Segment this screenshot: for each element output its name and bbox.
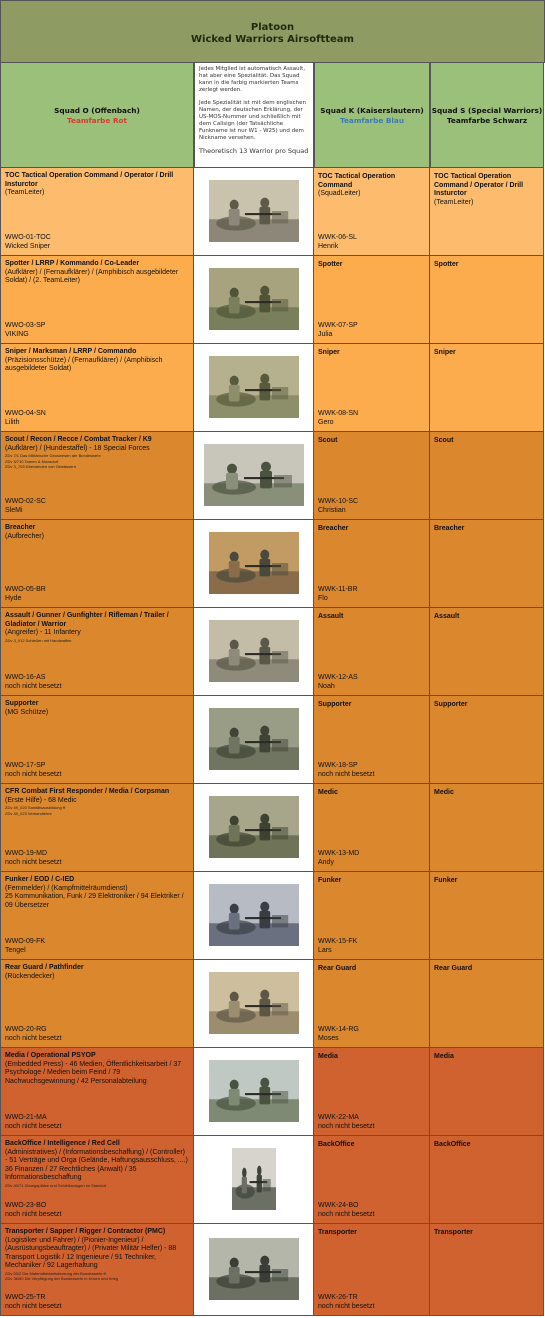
callsign-code: WWK-11-BR bbox=[318, 586, 358, 593]
role-cell-s bbox=[430, 696, 544, 784]
callsign bbox=[5, 410, 46, 427]
member-name: Lilith bbox=[5, 418, 20, 426]
photo-cell bbox=[194, 432, 314, 520]
role-title: TOC Tactical Operation Command bbox=[318, 173, 396, 189]
callsign-code: WWK-13-MD bbox=[318, 850, 360, 857]
callsign bbox=[318, 234, 357, 251]
role-title: Funker bbox=[434, 877, 458, 884]
role-title: Rear Guard / Pathfinder bbox=[5, 964, 84, 971]
role-title: Assault / Gunner / Gunfighter / Rifleman / Trailer / Gladiator / Warrior bbox=[5, 612, 169, 628]
member-name: noch nicht besetzt bbox=[318, 1210, 375, 1218]
role-cell-s bbox=[430, 960, 544, 1048]
callsign-code: WWO-21-MA bbox=[5, 1114, 47, 1121]
callsign bbox=[5, 674, 61, 691]
role-cell-o bbox=[0, 520, 194, 608]
callsign bbox=[5, 850, 61, 867]
member-name: noch nicht besetzt bbox=[318, 770, 375, 778]
role-cell-s bbox=[430, 872, 544, 960]
callsign bbox=[5, 498, 46, 515]
member-name: noch nicht besetzt bbox=[5, 1122, 62, 1130]
role-title: Supporter bbox=[5, 700, 39, 707]
role-cell-s bbox=[430, 520, 544, 608]
callsign-code: WWO-16-AS bbox=[5, 674, 46, 681]
role-description: (Fernmelder) / (Kampfmittelräumdienst) 25 Kommunikation, Funk / 29 Elektroniker / 94 Elektriker / 09 Übersetzer bbox=[5, 884, 184, 909]
role-title: Scout bbox=[434, 437, 454, 444]
member-name: Andy bbox=[318, 858, 334, 866]
squad-o-color: Teamfarbe Rot bbox=[66, 115, 127, 125]
member-name: SleMi bbox=[5, 506, 23, 514]
role-cell-s bbox=[430, 432, 544, 520]
member-name: Flo bbox=[318, 594, 328, 602]
role-cell-o bbox=[0, 1136, 194, 1224]
role-description: (Angreifer) - 11 Infantery bbox=[5, 629, 81, 636]
rifle-prone-icon bbox=[209, 620, 299, 682]
callsign bbox=[318, 1294, 374, 1311]
role-title: Spotter / LRRP / Kommando / Co-Leader bbox=[5, 260, 140, 267]
role-title: Supporter bbox=[318, 701, 352, 708]
kneeling-scope-icon bbox=[204, 444, 304, 506]
photo-cell bbox=[194, 784, 314, 872]
role-description: (Embedded Press) - 46 Medien, Öffentlichkeitsarbeit / 37 Psychologe / Medien beim Feind / 79 Nachwuchsgewinnung / 42 Personalabteilung bbox=[5, 1060, 182, 1085]
role-title: Media bbox=[434, 1053, 454, 1060]
photo-cell bbox=[194, 608, 314, 696]
callsign bbox=[318, 1114, 374, 1131]
role-title: Scout / Recon / Recce / Combat Tracker / K9 bbox=[5, 436, 152, 443]
regulation-note: ZDv 7/1 Das Militärische Geoswesen der Bundeswehr bbox=[5, 453, 101, 458]
callsign-code: WWK-24-BO bbox=[318, 1202, 359, 1209]
role-title: CFR Combat First Responder / Media / Corpsman bbox=[5, 788, 170, 795]
role-title: Sniper / Marksman / LRRP / Commando bbox=[5, 348, 137, 355]
office-soldier-icon bbox=[232, 1148, 276, 1210]
regulation-note: ZDv 03/2 Die Materialbedarfsdeckung der Bundeswehr ff. bbox=[5, 1270, 107, 1276]
role-cell-o bbox=[0, 344, 194, 432]
callsign-code: WWO-04-SN bbox=[5, 410, 46, 417]
role-description: (TeamLeiter) bbox=[5, 189, 45, 196]
member-name: Christian bbox=[318, 506, 346, 514]
role-cell-k bbox=[314, 872, 430, 960]
role-title: Funker / EOD / C-IED bbox=[5, 876, 75, 883]
regulation-note: ZDv 49_020 Sanitätsausbildung ff bbox=[5, 805, 65, 810]
door-breach-icon bbox=[209, 532, 299, 594]
photo-cell bbox=[194, 1048, 314, 1136]
callsign bbox=[5, 322, 45, 339]
role-cell-k bbox=[314, 784, 430, 872]
role-cell-o bbox=[0, 1048, 194, 1136]
team-name: Wicked Warriors Airsoftteam bbox=[191, 34, 354, 45]
role-description: (Aufklärer) / (Fernaufklärer) / (Amphibisch ausgebildeter Soldat) / (2. TeamLeiter) bbox=[5, 268, 179, 284]
role-title: Breacher bbox=[5, 524, 36, 531]
callsign-code: WWO-23-BO bbox=[5, 1202, 47, 1209]
callsign bbox=[5, 1114, 61, 1131]
member-name: noch nicht besetzt bbox=[5, 858, 62, 866]
role-title: Breacher bbox=[434, 525, 465, 532]
photo-cell bbox=[194, 344, 314, 432]
callsign-code: WWO-09-FK bbox=[5, 938, 46, 945]
role-title: Medic bbox=[434, 789, 454, 796]
callsign bbox=[5, 1294, 61, 1311]
callsign-code: WWO-20-RG bbox=[5, 1026, 47, 1033]
role-description: (SquadLeiter) bbox=[318, 190, 361, 197]
role-cell-o bbox=[0, 256, 194, 344]
callsign-code: WWK-10-SC bbox=[318, 498, 359, 505]
member-name: Noah bbox=[318, 682, 335, 690]
photo-cell bbox=[194, 1136, 314, 1224]
role-title: BackOffice / Intelligence / Red Cell bbox=[5, 1140, 120, 1147]
role-cell-o bbox=[0, 168, 194, 256]
regulation-note: ZDv 3_012 Schießen mit Handwaffen bbox=[5, 637, 72, 643]
callsign bbox=[318, 938, 357, 955]
role-cell-s bbox=[430, 1048, 544, 1136]
callsign bbox=[318, 850, 359, 867]
role-cell-s bbox=[430, 1136, 544, 1224]
callsign-code: WWO-19-MD bbox=[5, 850, 47, 857]
role-cell-o bbox=[0, 1224, 194, 1316]
callsign-code: WWO-01-TOC bbox=[5, 234, 51, 241]
role-cell-s bbox=[430, 608, 544, 696]
regulation-note: ZDv 40/71 Übungsplätze und Schießanlagen im Standort bbox=[5, 1182, 107, 1188]
role-title: Medic bbox=[318, 789, 338, 796]
member-name: Moses bbox=[318, 1034, 339, 1042]
role-cell-o bbox=[0, 608, 194, 696]
callsign bbox=[5, 234, 51, 251]
role-cell-s bbox=[430, 168, 544, 256]
role-title: Spotter bbox=[318, 261, 343, 268]
callsign bbox=[318, 1026, 359, 1043]
role-description: (Aufklärer) / (Hundestaffel) - 18 Special Forces bbox=[5, 444, 150, 452]
regulation-note: ZDv 36/50 Die Verpflegung der Bundeswehr in Krisen und Krieg bbox=[5, 1276, 119, 1281]
callsign bbox=[5, 938, 45, 955]
callsign-code: WWK-22-MA bbox=[318, 1114, 359, 1121]
callsign-code: WWO-17-SP bbox=[5, 762, 46, 769]
photo-cell bbox=[194, 960, 314, 1048]
role-cell-k bbox=[314, 1136, 430, 1224]
role-description: (Rückendecker) bbox=[5, 972, 55, 980]
callsign bbox=[5, 762, 61, 779]
member-name: noch nicht besetzt bbox=[318, 1122, 375, 1130]
role-cell-s bbox=[430, 344, 544, 432]
role-title: Transporter bbox=[318, 1229, 357, 1236]
role-cell-s bbox=[430, 1224, 544, 1316]
role-cell-k bbox=[314, 432, 430, 520]
callsign-code: WWK-15-FK bbox=[318, 938, 358, 945]
radio-operator-icon bbox=[209, 884, 299, 946]
role-cell-k bbox=[314, 168, 430, 256]
member-name: Henrik bbox=[318, 242, 339, 250]
role-cell-k bbox=[314, 520, 430, 608]
squad-o-header bbox=[0, 62, 194, 168]
member-name: noch nicht besetzt bbox=[5, 1302, 62, 1310]
callsign-code: WWK-12-AS bbox=[318, 674, 358, 681]
callsign-code: WWK-06-SL bbox=[318, 234, 357, 241]
patrol-group-icon bbox=[209, 1060, 299, 1122]
callsign-code: WWO-25-TR bbox=[5, 1294, 46, 1301]
callsign bbox=[5, 586, 46, 603]
callsign-code: WWK-08-SN bbox=[318, 410, 359, 417]
role-title: Sniper bbox=[318, 349, 340, 356]
squad-k-name: Squad K (Kaiserslautern) bbox=[320, 105, 424, 115]
role-title: Scout bbox=[318, 437, 338, 444]
squad-s-header bbox=[430, 62, 544, 168]
role-title: Supporter bbox=[434, 701, 468, 708]
role-cell-s bbox=[430, 784, 544, 872]
role-cell-k bbox=[314, 1224, 430, 1316]
callsign-code: WWK-07-SP bbox=[318, 322, 358, 329]
role-title: Media bbox=[318, 1053, 338, 1060]
machine-gunner-icon bbox=[209, 708, 299, 770]
squad-k-header bbox=[314, 62, 430, 168]
callsign-code: WWO-05-BR bbox=[5, 586, 46, 593]
member-name: Julia bbox=[318, 330, 333, 338]
member-name: noch nicht besetzt bbox=[5, 682, 62, 690]
info-text-1: Jedes Mitglied ist automatisch Assault, hat aber eine Spezialität. Das Squad kann in die farbig markierten Teams zerlegt werden. bbox=[199, 66, 306, 93]
photo-cell bbox=[194, 696, 314, 784]
member-name: Hyde bbox=[5, 594, 22, 602]
role-cell-o bbox=[0, 432, 194, 520]
role-description: (Aufbrecher) bbox=[5, 532, 44, 540]
squad-o-name: Squad O (Offenbach) bbox=[54, 105, 140, 115]
callsign bbox=[318, 498, 358, 515]
role-title: Rear Guard bbox=[434, 965, 473, 972]
role-description: (Logistiker und Fahrer) / (Pionier-Ingenieur) / (Ausrüstungsbeauftragter) / (Privater Militär Helfer) - 88 Transport Logistik / 12 Ingenieure / 91 Techniker, Mechaniker / 92 Lagerhaltung bbox=[5, 1236, 177, 1269]
photo-cell bbox=[194, 520, 314, 608]
role-title: Funker bbox=[318, 877, 342, 884]
callsign bbox=[318, 322, 358, 339]
platoon-title: Platoon bbox=[250, 22, 295, 33]
photo-cell bbox=[194, 256, 314, 344]
regulation-note: ZDv 3/710 Tarnen & Moosdorf bbox=[5, 458, 59, 464]
role-description: (Präzisionsschütze) / (Fernaufklärer) / (Amphibisch ausgebildeter Soldat) bbox=[5, 356, 163, 372]
member-name: noch nicht besetzt bbox=[5, 1210, 62, 1218]
role-title: Media / Operational PSYOP bbox=[5, 1052, 96, 1059]
role-title: BackOffice bbox=[318, 1141, 355, 1148]
member-name: Gero bbox=[318, 418, 334, 426]
role-title: Transporter bbox=[434, 1229, 473, 1236]
member-name: Wicked Sniper bbox=[5, 242, 51, 250]
callsign-code: WWK-26-TR bbox=[318, 1294, 358, 1301]
role-cell-k bbox=[314, 608, 430, 696]
callsign bbox=[318, 762, 374, 779]
callsign bbox=[5, 1026, 61, 1043]
role-cell-o bbox=[0, 784, 194, 872]
callsign bbox=[318, 410, 358, 427]
callsign-code: WWO-02-SC bbox=[5, 498, 46, 505]
squad-s-color: Teamfarbe Schwarz bbox=[446, 115, 528, 125]
role-cell-o bbox=[0, 872, 194, 960]
callsign bbox=[5, 1202, 61, 1219]
role-cell-k bbox=[314, 696, 430, 784]
member-name: Tengel bbox=[5, 946, 26, 954]
photo-cell bbox=[194, 872, 314, 960]
member-name: noch nicht besetzt bbox=[5, 1034, 62, 1042]
member-name: noch nicht besetzt bbox=[5, 770, 62, 778]
role-title: Rear Guard bbox=[318, 965, 357, 972]
callsign-code: WWO-03-SP bbox=[5, 322, 46, 329]
photo-cell bbox=[194, 1224, 314, 1316]
role-cell-k bbox=[314, 256, 430, 344]
role-cell-s bbox=[430, 256, 544, 344]
role-description: (MG Schütze) bbox=[5, 708, 49, 716]
role-cell-o bbox=[0, 960, 194, 1048]
photo-cell bbox=[194, 168, 314, 256]
info-footer: Theoretisch 13 Warrior pro Squad bbox=[199, 147, 309, 155]
callsign-code: WWK-18-SP bbox=[318, 762, 358, 769]
regulation-note: ZDv 49_023 Verbandlehre bbox=[5, 810, 52, 816]
role-title: Spotter bbox=[434, 261, 459, 268]
role-title: BackOffice bbox=[434, 1141, 471, 1148]
vehicle-driver-icon bbox=[209, 1238, 299, 1300]
info-text-2: Jede Spezialität ist mit dem englischen Namen, der deutschen Erklärung, der US-MOS-Nummer und schließlich mit dem Callsign (der Tatsächliche Funkname ist nur W1 - W25) und dem Nickname versehen. bbox=[199, 100, 307, 141]
role-title: Assault bbox=[434, 613, 460, 620]
role-title: Transporter / Sapper / Rigger / Contractor (PMC) bbox=[5, 1228, 166, 1235]
role-title: Assault bbox=[318, 613, 344, 620]
member-name: Lars bbox=[318, 946, 332, 954]
squad-k-color: Teamfarbe Blau bbox=[339, 115, 405, 125]
role-title: Breacher bbox=[318, 525, 349, 532]
ghillie-prone-icon bbox=[209, 268, 299, 330]
role-cell-k bbox=[314, 344, 430, 432]
role-description: (TeamLeiter) bbox=[434, 198, 474, 206]
rear-guard-icon bbox=[209, 972, 299, 1034]
sniper-prone-icon bbox=[209, 356, 299, 418]
regulation-note: ZDv 3_703 Überwinden von Gewässern bbox=[5, 464, 76, 469]
medic-care-icon bbox=[209, 796, 299, 858]
squad-s-name: Squad S (Special Warriors) bbox=[431, 105, 543, 115]
platoon-header bbox=[0, 0, 545, 63]
soldiers-urban-icon bbox=[209, 180, 299, 242]
member-name: noch nicht besetzt bbox=[318, 1302, 375, 1310]
callsign-code: WWK-14-RG bbox=[318, 1026, 359, 1033]
role-title: TOC Tactical Operation Command / Operator / Drill Insturctor bbox=[434, 173, 524, 197]
callsign bbox=[318, 586, 358, 603]
callsign bbox=[318, 1202, 374, 1219]
info-box bbox=[194, 62, 314, 168]
callsign bbox=[318, 674, 358, 691]
role-cell-k bbox=[314, 960, 430, 1048]
role-description: (Erste Hilfe) - 68 Medic bbox=[5, 796, 77, 804]
role-cell-o bbox=[0, 696, 194, 784]
role-cell-k bbox=[314, 1048, 430, 1136]
role-title: Sniper bbox=[434, 349, 456, 356]
role-description: (Administratives) / (Informationsbeschaffung) / (Controller) - 51 Verträge und Orga (Gelände, Haftungsausschluss, ....) 36 Finanzen / 27 Rechtliches (Anwalt) / 35 Informationsbeschaffung bbox=[5, 1148, 188, 1181]
role-title: TOC Tactical Operation Command / Operator / Drill Insturctor bbox=[5, 172, 174, 188]
member-name: VIKING bbox=[5, 330, 29, 338]
